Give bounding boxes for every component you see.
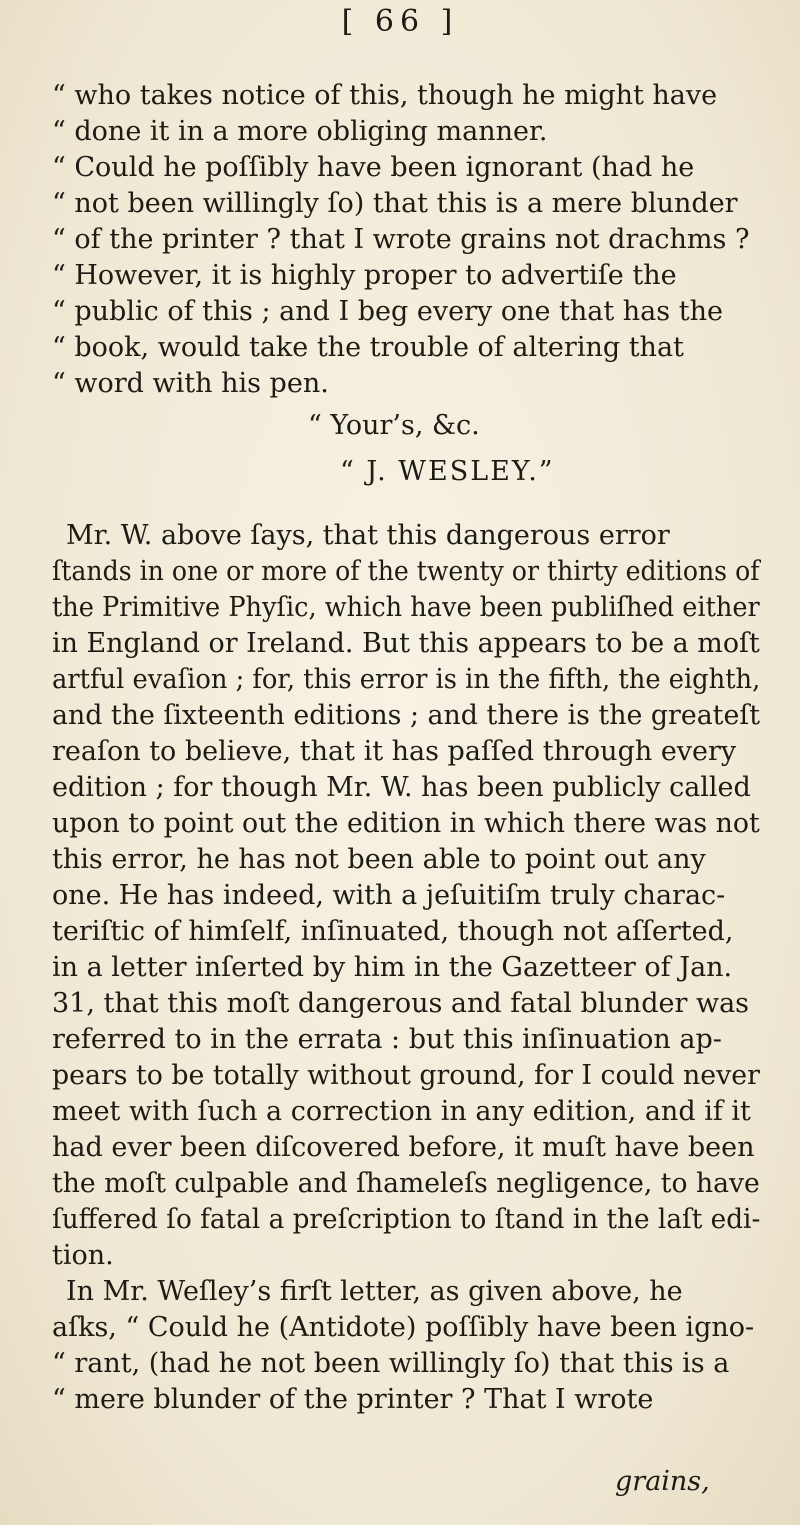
text-line: “ done it in a more obliging manner.: [52, 116, 548, 147]
text-line: “ However, it is highly proper to advertiſe the: [52, 260, 677, 291]
body-line: edition ; for though Mr. W. has been publicly called: [52, 772, 751, 803]
body-line: pears to be totally without ground, for I could never: [52, 1060, 760, 1091]
text-line: “ book, would take the trouble of altering that: [52, 332, 684, 363]
body-line: ſuffered ſo fatal a preſcription to ſtand in the laſt edi-: [52, 1204, 761, 1235]
letter-signature: “ J. WESLEY.”: [340, 456, 555, 487]
text-line: “ of the printer ? that I wrote grains not drachms ?: [52, 224, 750, 255]
text-line: “ public of this ; and I beg every one that has the: [52, 296, 723, 327]
body-line: upon to point out the edition in which there was not: [52, 808, 760, 839]
body-line: this error, he has not been able to point out any: [52, 844, 706, 875]
body-line: in England or Ireland. But this appears to be a moſt: [52, 628, 760, 659]
body-line: in a letter inſerted by him in the Gazetteer of Jan.: [52, 952, 733, 983]
body-line: “ rant, (had he not been willingly ſo) that this is a: [52, 1348, 730, 1379]
body-line: the Primitive Phyſic, which have been publiſhed either: [52, 592, 760, 623]
page-number: [ 66 ]: [341, 4, 459, 39]
body-line: the moſt culpable and ſhameleſs negligence, to have: [52, 1168, 760, 1199]
body-line: “ mere blunder of the printer ? That I wrote: [52, 1384, 654, 1415]
body-line: tion.: [52, 1240, 114, 1271]
body-line: meet with ſuch a correction in any edition, and if it: [52, 1096, 751, 1127]
text-line: “ Could he poſſibly have been ignorant (had he: [52, 152, 695, 183]
text-line: “ word with his pen.: [52, 368, 329, 399]
body-line: In Mr. Weſley’s firſt letter, as given above, he: [66, 1276, 683, 1307]
body-line: ſtands in one or more of the twenty or thirty editions of: [52, 556, 760, 587]
body-line: one. He has indeed, with a jeſuitiſm truly charac-: [52, 880, 726, 911]
body-line: teriſtic of himſelf, inſinuated, though not aſſerted,: [52, 916, 734, 947]
text-line: “ who takes notice of this, though he might have: [52, 80, 718, 111]
letter-closing: “ Your’s, &c.: [308, 410, 480, 441]
catchword: grains,: [615, 1466, 710, 1497]
body-line: referred to in the errata : but this inſinuation ap-: [52, 1024, 722, 1055]
body-line: and the ſixteenth editions ; and there is the greateſt: [52, 700, 761, 731]
body-line: artful evaſion ; for, this error is in the fifth, the eighth,: [52, 664, 761, 695]
body-line: aſks, “ Could he (Antidote) poſſibly have been igno-: [52, 1312, 755, 1343]
text-line: “ not been willingly ſo) that this is a mere blunder: [52, 188, 738, 219]
body-line: had ever been diſcovered before, it muſt have been: [52, 1132, 755, 1163]
body-line: 31, that this moſt dangerous and fatal blunder was: [52, 988, 750, 1019]
body-line: reaſon to believe, that it has paſſed through every: [52, 736, 737, 767]
body-line: Mr. W. above ſays, that this dangerous error: [66, 520, 670, 551]
